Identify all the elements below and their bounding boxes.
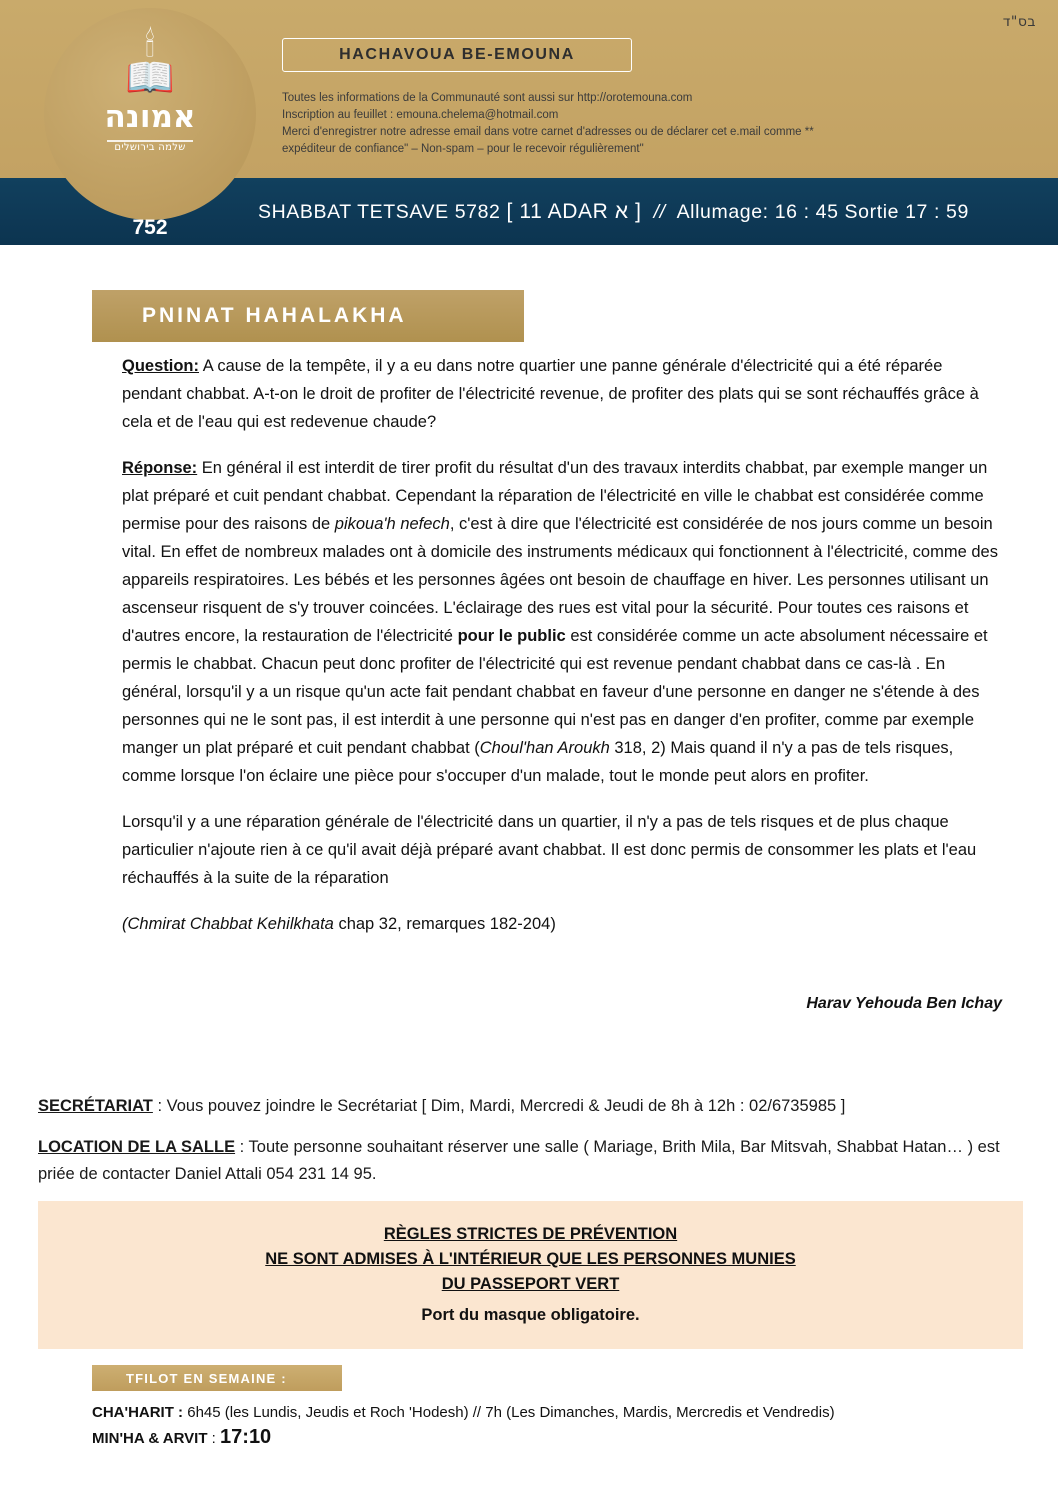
prevention-rules-box xyxy=(38,1201,1023,1349)
header-info-line-4: expéditeur de confiance" – Non-spam – pour le recevoir régulièrement" xyxy=(282,143,644,155)
author-signature: Harav Yehouda Ben Ichay xyxy=(806,995,1002,1012)
answer-paragraph-2: Lorsqu'il y a une réparation générale de l'électricité dans un quartier, il n'y a pas de tels risques et de plus chaque particulier n'ajoute rien à ce qu'il avait déjà préparé avant chabbat. Il est donc permis de consommer les plats et l'eau réchauffés à la suite de la réparation xyxy=(122,813,977,887)
header-info-line-3: Merci d'enregistrer notre adresse email dans votre carnet d'adresses ou de déclarer cet e.mail comme ** xyxy=(282,126,814,138)
shabbat-times-text xyxy=(258,200,969,224)
header-info-line-2: Inscription au feuillet : emouna.chelema@hotmail.com xyxy=(282,109,559,121)
prevention-line-2: NE SONT ADMISES À L'INTÉRIEUR QUE LES PERSONNES MUNIES xyxy=(265,1250,796,1268)
community-info-block xyxy=(38,1093,1023,1202)
tfilot-banner-label: TFILOT EN SEMAINE : xyxy=(126,1370,287,1386)
book-icon: 📖 xyxy=(125,56,175,100)
band-separator: // xyxy=(653,200,666,223)
candle-lighting-times: Allumage: 16 : 45 Sortie 17 : 59 xyxy=(676,200,969,223)
answer-paragraph-1 xyxy=(122,454,1002,790)
hall-rental-label: LOCATION DE LA SALLE xyxy=(38,1138,236,1156)
chaharit-label: CHA'HARIT : xyxy=(92,1404,184,1421)
answer-text-a: En général il est interdit de tirer profit du résultat d'un des travaux interdits chabbat, par exemple manger un plat préparé et cuit pendant chabbat. Cependant la réparation de l'électricité en ville le chabbat est considérée comme permise pour des raisons de xyxy=(122,459,988,533)
secretariat-text: : Vous pouvez joindre le Secrétariat [ Dim, Mardi, Mercredi & Jeudi de 8h à 12h : 02/6735985 ] xyxy=(152,1097,846,1115)
secretariat-line xyxy=(38,1093,1023,1120)
tfilot-banner xyxy=(92,1365,342,1391)
source-title: (Chmirat Chabbat Kehilkhata xyxy=(122,915,334,933)
question-paragraph xyxy=(122,352,1002,436)
pninat-hahalakha-title: PNINAT HAHALAKHA xyxy=(142,304,407,327)
issue-number: 752 xyxy=(132,216,168,239)
mask-requirement: Port du masque obligatoire. xyxy=(421,1306,640,1324)
publication-title: HACHAVOUA BE-EMOUNA xyxy=(339,46,575,63)
parasha-name: SHABBAT TETSAVE 5782 xyxy=(258,200,501,223)
hall-rental-line xyxy=(38,1134,1023,1188)
hall-rental-text: : Toute personne souhaitant réserver une salle ( Mariage, Brith Mila, Bar Mitsvah, Shabbat Hatan… ) est priée de contacter Daniel Attali 054 231 14 95. xyxy=(38,1138,1000,1183)
logo-divider xyxy=(107,140,193,142)
answer-text-d: 318, 2) Mais quand il n'y a pas de tels risques, comme lorsque l'on éclaire une pièce pour s'occuper d'un malade, tout le monde peut alors en profiter. xyxy=(122,739,954,785)
logo-hebrew-name: אמונה xyxy=(104,99,196,135)
answer-emphasis-pikouah: pikoua'h nefech xyxy=(334,515,450,533)
minha-arvit-label: MIN'HA & ARVIT xyxy=(92,1430,208,1447)
prevention-line-1: RÈGLES STRICTES DE PRÉVENTION xyxy=(383,1225,678,1243)
source-reference: chap 32, remarques 182-204) xyxy=(333,915,556,933)
header-info-line-1: Toutes les informations de la Communauté sont aussi sur http://orotemouna.com xyxy=(282,92,693,104)
answer-text-b: , c'est à dire que l'électricité est considérée de nos jours comme un besoin vital. En effet de nombreux malades ont à domicile des instruments médicaux qui fonctionnent à l'électricité, comme des appareils respiratoires. Les bébés et les personnes âgées ont besoin de chauffage en hiver. Les personnes utilisant un ascenseur risquent de s'y trouver coincées. L'éclairage des rues est vital pour la sécurité. Pour toutes ces raisons et d'autres encore, la restauration de l'électricité xyxy=(122,515,998,645)
minha-arvit-time: 17:10 xyxy=(220,1426,272,1448)
minha-arvit-line xyxy=(92,1425,1012,1451)
article-content xyxy=(122,352,1002,956)
hebrew-date: [ 11 ADAR א ] xyxy=(506,199,642,223)
minha-arvit-separator: : xyxy=(207,1430,221,1447)
logo-circle xyxy=(44,8,256,220)
publication-title-box xyxy=(282,38,632,72)
source-paragraph xyxy=(122,910,1002,938)
secretariat-label: SECRÉTARIAT xyxy=(38,1097,153,1115)
header-info-lines xyxy=(282,90,982,158)
flame-icon: 🕯 xyxy=(145,26,155,64)
bsd-text: בס"ד xyxy=(1002,14,1036,30)
pninat-hahalakha-banner xyxy=(92,290,524,342)
answer-text-c: est considérée comme un acte absolument nécessaire et permis le chabbat. Chacun peut donc profiter de l'électricité qui est revenue pendant chabbat dans ce cas-là . En général, lorsqu'il y a un risque qu'un acte fait pendant chabbat en faveur d'une personne en danger ne s'étende à des personnes qui ne le sont pas, il est interdit à une personne qui n'est pas en danger d'en profiter, comme par exemple manger un plat préparé et cuit pendant chabbat ( xyxy=(122,627,988,757)
chaharit-line xyxy=(92,1400,1012,1425)
question-text: A cause de la tempête, il y a eu dans notre quartier une panne générale d'électricité qui a été réparée pendant chabbat. A-t-on le droit de profiter de l'électricité revenue, de profiter des plats qui se sont réchauffés grâce à cela et de l'eau qui est redevenue chaude? xyxy=(122,357,979,431)
logo-subtitle: שלמה בירושלים xyxy=(114,142,186,153)
answer-emphasis-shulhan: Choul'han Aroukh xyxy=(479,739,610,757)
answer-bold-public: pour le public xyxy=(457,627,566,645)
chaharit-text: 6h45 (les Lundis, Jeudis et Roch 'Hodesh) // 7h (Les Dimanches, Mardis, Mercredis et Vendredis) xyxy=(183,1404,835,1421)
answer-label: Réponse: xyxy=(122,459,198,477)
logo-inner xyxy=(44,26,256,154)
tfilot-schedule xyxy=(92,1400,1012,1451)
question-label: Question: xyxy=(122,357,199,375)
prevention-line-3: DU PASSEPORT VERT xyxy=(441,1275,620,1293)
